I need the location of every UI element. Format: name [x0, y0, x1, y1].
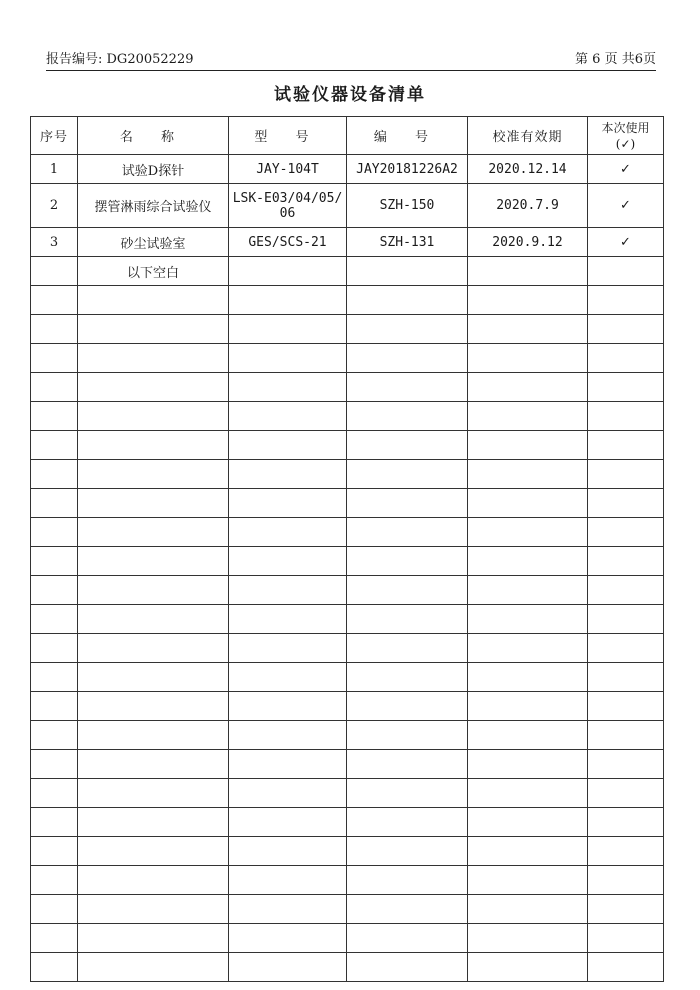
equipment-table: [30, 116, 664, 982]
empty-cell: [31, 953, 78, 982]
empty-cell: [468, 692, 588, 721]
empty-cell: [347, 344, 468, 373]
empty-cell: [347, 721, 468, 750]
empty-cell: [347, 750, 468, 779]
empty-cell: [468, 779, 588, 808]
empty-cell: [229, 924, 347, 953]
usage-header-line1: 本次使用: [601, 120, 650, 135]
empty-cell: [347, 489, 468, 518]
empty-cell: [588, 431, 664, 460]
table-header-row: [31, 117, 664, 155]
empty-cell: [468, 460, 588, 489]
table-row-empty: [31, 460, 664, 489]
check-icon: ✓: [588, 228, 664, 257]
empty-cell: [229, 315, 347, 344]
cell-name: 摆管淋雨综合试验仪: [78, 184, 229, 228]
empty-cell: [78, 663, 229, 692]
table-row-empty: [31, 576, 664, 605]
empty-cell: [229, 547, 347, 576]
empty-cell: [31, 866, 78, 895]
table-row-empty: [31, 344, 664, 373]
empty-cell: [468, 431, 588, 460]
empty-cell: [347, 924, 468, 953]
empty-cell: [78, 344, 229, 373]
table-row-empty: [31, 431, 664, 460]
cell-seq: [31, 257, 78, 286]
empty-cell: [588, 286, 664, 315]
empty-cell: [78, 634, 229, 663]
cell-name: 砂尘试验室: [78, 228, 229, 257]
empty-cell: [588, 837, 664, 866]
empty-cell: [31, 779, 78, 808]
cell-usage: [588, 257, 664, 286]
empty-cell: [229, 866, 347, 895]
empty-cell: [347, 576, 468, 605]
table-row-empty: [31, 489, 664, 518]
empty-cell: [588, 373, 664, 402]
empty-cell: [31, 895, 78, 924]
empty-cell: [468, 837, 588, 866]
empty-cell: [229, 605, 347, 634]
empty-cell: [229, 663, 347, 692]
empty-cell: [468, 721, 588, 750]
empty-cell: [78, 489, 229, 518]
empty-cell: [78, 547, 229, 576]
empty-cell: [468, 605, 588, 634]
empty-cell: [468, 547, 588, 576]
empty-cell: [31, 518, 78, 547]
empty-cell: [347, 953, 468, 982]
cell-serial: JAY20181226A2: [347, 155, 468, 184]
empty-cell: [468, 402, 588, 431]
empty-cell: [78, 924, 229, 953]
table-row: [31, 228, 664, 257]
empty-cell: [347, 779, 468, 808]
table-row-empty: [31, 605, 664, 634]
empty-cell: [229, 808, 347, 837]
check-icon: ✓: [588, 155, 664, 184]
empty-cell: [78, 286, 229, 315]
empty-cell: [588, 344, 664, 373]
cell-serial: [347, 257, 468, 286]
empty-cell: [347, 692, 468, 721]
empty-cell: [468, 344, 588, 373]
empty-cell: [229, 373, 347, 402]
empty-cell: [588, 402, 664, 431]
empty-cell: [78, 721, 229, 750]
empty-cell: [468, 286, 588, 315]
table-row: [31, 155, 664, 184]
empty-cell: [31, 837, 78, 866]
empty-cell: [31, 576, 78, 605]
empty-cell: [31, 547, 78, 576]
empty-cell: [588, 895, 664, 924]
table-row-empty: [31, 692, 664, 721]
empty-cell: [468, 634, 588, 663]
empty-cell: [229, 837, 347, 866]
empty-cell: [229, 489, 347, 518]
blank-note: 以下空白: [78, 257, 229, 286]
empty-cell: [588, 547, 664, 576]
table-row-empty: [31, 924, 664, 953]
empty-cell: [347, 402, 468, 431]
empty-cell: [31, 286, 78, 315]
empty-cell: [347, 663, 468, 692]
col-header-name: 名 称: [78, 117, 229, 155]
empty-cell: [78, 837, 229, 866]
empty-cell: [588, 721, 664, 750]
empty-cell: [78, 373, 229, 402]
empty-cell: [468, 663, 588, 692]
col-header-calibration: 校准有效期: [468, 117, 588, 155]
empty-cell: [229, 286, 347, 315]
empty-cell: [31, 663, 78, 692]
table-row-empty: [31, 866, 664, 895]
empty-cell: [468, 489, 588, 518]
empty-cell: [468, 924, 588, 953]
table-row-empty: [31, 895, 664, 924]
col-header-model: 型 号: [229, 117, 347, 155]
cell-calibration: 2020.12.14: [468, 155, 588, 184]
col-header-seq: 序号: [31, 117, 78, 155]
empty-cell: [347, 808, 468, 837]
table-row-empty: [31, 402, 664, 431]
empty-cell: [588, 692, 664, 721]
usage-header-line2: (✓): [615, 136, 636, 151]
col-header-serial: 编 号: [347, 117, 468, 155]
empty-cell: [31, 344, 78, 373]
empty-cell: [588, 518, 664, 547]
cell-model: [229, 257, 347, 286]
table-row-empty: [31, 808, 664, 837]
table-row-empty: [31, 721, 664, 750]
empty-cell: [588, 866, 664, 895]
empty-cell: [588, 924, 664, 953]
table-row-empty: [31, 837, 664, 866]
empty-cell: [229, 750, 347, 779]
empty-cell: [78, 750, 229, 779]
col-header-usage: [588, 117, 664, 155]
empty-cell: [78, 576, 229, 605]
empty-cell: [31, 692, 78, 721]
check-icon: ✓: [588, 184, 664, 228]
table-body: [31, 155, 664, 982]
empty-cell: [347, 547, 468, 576]
empty-cell: [588, 953, 664, 982]
empty-cell: [588, 489, 664, 518]
cell-calibration: [468, 257, 588, 286]
table-row-empty: [31, 518, 664, 547]
empty-cell: [78, 808, 229, 837]
table-row-empty: [31, 779, 664, 808]
cell-seq: 3: [31, 228, 78, 257]
empty-cell: [78, 866, 229, 895]
empty-cell: [347, 431, 468, 460]
cell-seq: 2: [31, 184, 78, 228]
empty-cell: [588, 634, 664, 663]
empty-cell: [78, 605, 229, 634]
table-row-empty: [31, 750, 664, 779]
empty-cell: [347, 866, 468, 895]
empty-cell: [588, 605, 664, 634]
table-row: [31, 184, 664, 228]
cell-seq: 1: [31, 155, 78, 184]
table-row-empty: [31, 315, 664, 344]
empty-cell: [588, 315, 664, 344]
empty-cell: [229, 576, 347, 605]
empty-cell: [78, 895, 229, 924]
empty-cell: [229, 634, 347, 663]
cell-serial: SZH-131: [347, 228, 468, 257]
empty-cell: [31, 924, 78, 953]
empty-cell: [78, 315, 229, 344]
empty-cell: [347, 605, 468, 634]
table-row-empty: [31, 663, 664, 692]
cell-serial: SZH-150: [347, 184, 468, 228]
empty-cell: [588, 750, 664, 779]
empty-cell: [468, 750, 588, 779]
empty-cell: [468, 953, 588, 982]
empty-cell: [229, 692, 347, 721]
empty-cell: [31, 605, 78, 634]
empty-cell: [229, 344, 347, 373]
empty-cell: [468, 866, 588, 895]
empty-cell: [78, 692, 229, 721]
table-row-empty: [31, 634, 664, 663]
cell-model: LSK-E03/04/05/06: [229, 184, 347, 228]
empty-cell: [229, 721, 347, 750]
cell-calibration: 2020.7.9: [468, 184, 588, 228]
empty-cell: [229, 402, 347, 431]
empty-cell: [347, 634, 468, 663]
report-number: 报告编号: DG20052229: [46, 52, 194, 67]
empty-cell: [468, 808, 588, 837]
page-info: 第 6 页 共6页: [575, 52, 656, 67]
cell-model: JAY-104T: [229, 155, 347, 184]
empty-cell: [78, 460, 229, 489]
document-title: 试验仪器设备清单: [274, 85, 426, 105]
cell-name: 试验D探针: [78, 155, 229, 184]
cell-model: GES/SCS-21: [229, 228, 347, 257]
table-row-empty: [31, 547, 664, 576]
empty-cell: [588, 460, 664, 489]
empty-cell: [229, 779, 347, 808]
empty-cell: [31, 750, 78, 779]
empty-cell: [588, 576, 664, 605]
empty-cell: [31, 460, 78, 489]
empty-cell: [229, 953, 347, 982]
table-row-empty: [31, 373, 664, 402]
table-row-empty: [31, 286, 664, 315]
empty-cell: [347, 837, 468, 866]
empty-cell: [78, 953, 229, 982]
empty-cell: [78, 779, 229, 808]
empty-cell: [347, 895, 468, 924]
empty-cell: [229, 518, 347, 547]
empty-cell: [347, 315, 468, 344]
empty-cell: [588, 808, 664, 837]
page-header: [46, 40, 656, 71]
empty-cell: [31, 373, 78, 402]
empty-cell: [78, 431, 229, 460]
empty-cell: [468, 518, 588, 547]
empty-cell: [468, 576, 588, 605]
empty-cell: [78, 518, 229, 547]
empty-cell: [468, 373, 588, 402]
empty-cell: [31, 315, 78, 344]
empty-cell: [229, 460, 347, 489]
table-row-empty: [31, 953, 664, 982]
table-row-blank-note: [31, 257, 664, 286]
empty-cell: [347, 460, 468, 489]
empty-cell: [468, 895, 588, 924]
empty-cell: [347, 373, 468, 402]
empty-cell: [229, 431, 347, 460]
empty-cell: [31, 489, 78, 518]
empty-cell: [588, 779, 664, 808]
empty-cell: [31, 721, 78, 750]
cell-calibration: 2020.9.12: [468, 228, 588, 257]
empty-cell: [31, 431, 78, 460]
empty-cell: [347, 518, 468, 547]
empty-cell: [78, 402, 229, 431]
empty-cell: [229, 895, 347, 924]
empty-cell: [347, 286, 468, 315]
empty-cell: [31, 634, 78, 663]
empty-cell: [588, 663, 664, 692]
empty-cell: [468, 315, 588, 344]
empty-cell: [31, 808, 78, 837]
empty-cell: [31, 402, 78, 431]
